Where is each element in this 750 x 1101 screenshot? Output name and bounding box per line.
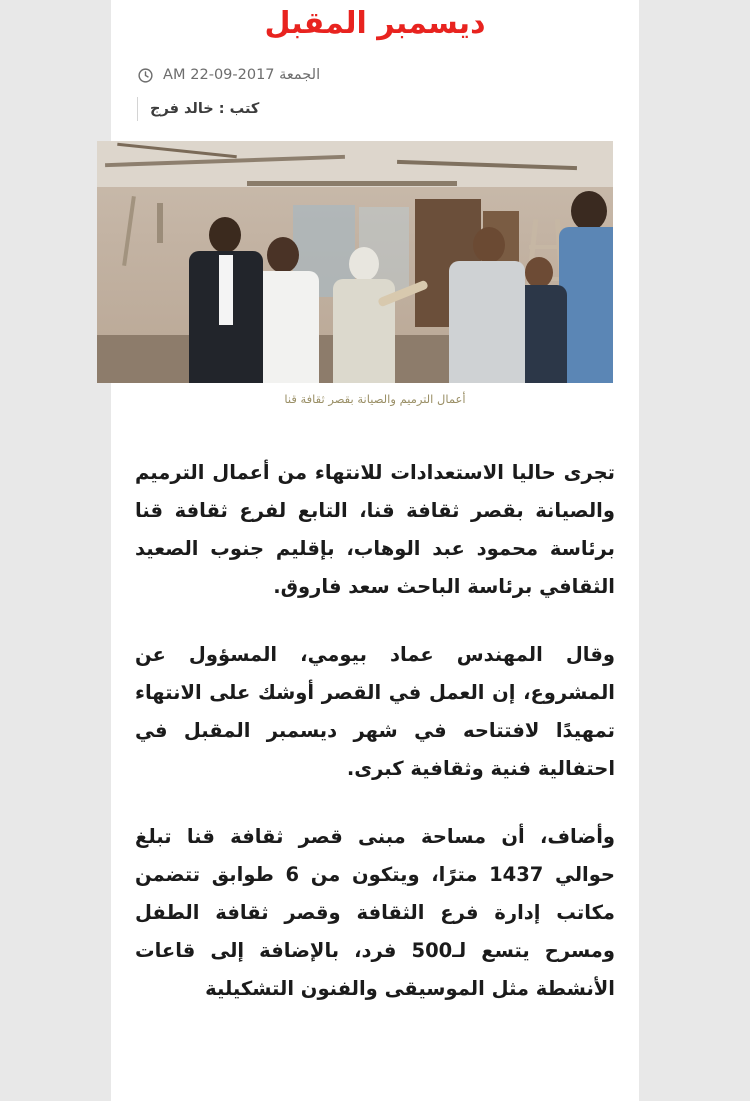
- article-meta: [111, 67, 639, 123]
- article-paragraph: وأضاف، أن مساحة مبنى قصر ثقافة قنا تبلغ حوالي 1437 مترًا، ويتكون من 6 طوابق تتضمن مكاتب إدارة فرع الثقافة وقصر ثقافة الطفل ومسرح يتسع لـ500 فرد، بالإضافة إلى قاعات الأنشطة مثل الموسيقى والفنون التشكيلية: [135, 824, 615, 1000]
- article-container: [111, 0, 639, 1101]
- article-photo: [97, 141, 613, 383]
- author-row: [137, 97, 613, 123]
- article-paragraph: وقال المهندس عماد بيومي، المسؤول عن المشروع، إن العمل في القصر أوشك على الانتهاء تمهيدًا لافتتاحه في شهر ديسمبر المقبل في احتفالية فنية وثقافية كبرى.: [135, 642, 615, 780]
- publish-date-row: [137, 67, 613, 84]
- author-divider: [137, 97, 138, 121]
- clock-icon: [137, 67, 154, 84]
- page-title: ديسمبر المقبل: [264, 6, 486, 41]
- publish-date: الجمعة 2017-09-22 AM: [163, 67, 321, 83]
- article-body: [111, 424, 639, 1038]
- photo-caption: أعمال الترميم والصيانة بقصر ثقافة قنا: [284, 391, 466, 406]
- author-name: كتب : خالد فرج: [150, 100, 260, 117]
- article-paragraph: تجرى حاليا الاستعدادات للانتهاء من أعمال الترميم والصيانة بقصر ثقافة قنا، التابع لفرع ثقافة قنا برئاسة محمود عبد الوهاب، بإقليم جنوب الصعيد الثقافي برئاسة الباحث سعد فاروق.: [135, 460, 615, 598]
- article-figure: [137, 141, 613, 406]
